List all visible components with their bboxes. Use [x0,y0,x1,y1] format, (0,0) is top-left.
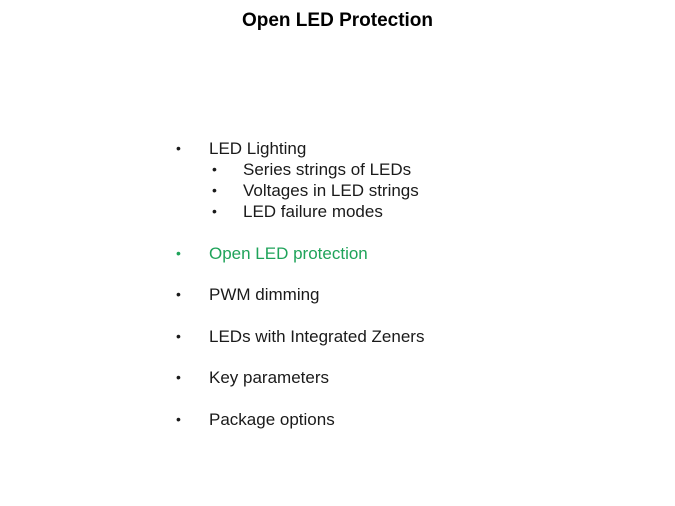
agenda-item-label: Package options [209,409,335,429]
slide-title: Open LED Protection [241,10,434,31]
sub-bullet-icon: • [212,203,217,219]
agenda-subitem-label: LED failure modes [243,202,383,221]
bullet-icon: • [176,369,181,385]
bullet-icon: • [176,286,181,302]
agenda-item-label: LEDs with Integrated Zeners [209,326,425,346]
bullet-icon: • [176,327,181,344]
bullet-icon: • [176,244,181,261]
agenda-item-led-lighting [176,138,616,159]
agenda-list [176,138,616,430]
agenda-item-pwm-dimming [176,284,616,305]
agenda-item-integrated-zeners [176,326,616,347]
sub-bullet-icon: • [212,161,217,177]
agenda-item-label: Open LED protection [209,243,368,263]
agenda-item-open-led-protection [176,243,616,264]
sub-bullet-icon: • [212,182,217,198]
bullet-icon: • [176,410,181,427]
bullet-icon: • [176,140,181,156]
agenda-item-label: Key parameters [209,368,329,387]
agenda-subitem-voltages [176,180,616,201]
agenda-subitem-label: Series strings of LEDs [243,160,412,179]
agenda-subitem-series-strings [176,159,616,180]
agenda-item-label: LED Lighting [209,139,307,158]
agenda-item-key-parameters [176,367,616,388]
agenda-subitem-failure-modes [176,201,616,222]
agenda-item-label: PWM dimming [209,285,320,304]
agenda-item-package-options [176,409,616,430]
agenda-subitem-label: Voltages in LED strings [243,181,419,200]
